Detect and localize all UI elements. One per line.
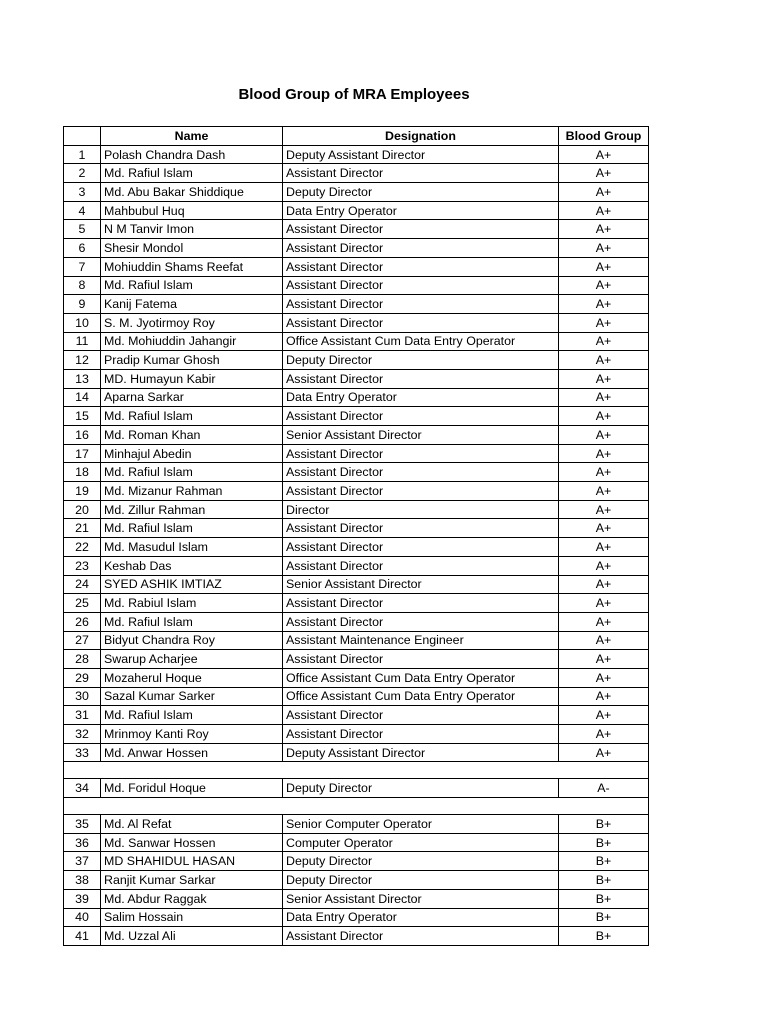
table-header-row <box>64 127 649 146</box>
name-cell: Md. Rafiul Islam <box>101 519 283 538</box>
header-name: Name <box>101 127 283 146</box>
blood-group-cell: A- <box>559 779 649 798</box>
serial-cell: 26 <box>64 612 101 631</box>
designation-cell: Assistant Director <box>283 257 559 276</box>
serial-cell: 13 <box>64 369 101 388</box>
designation-cell: Deputy Director <box>283 871 559 890</box>
serial-cell: 29 <box>64 668 101 687</box>
table-row <box>64 369 649 388</box>
serial-cell: 18 <box>64 463 101 482</box>
blood-group-cell: B+ <box>559 889 649 908</box>
table-row <box>64 407 649 426</box>
table-row <box>64 575 649 594</box>
designation-cell: Senior Computer Operator <box>283 815 559 834</box>
name-cell: Md. Rabiul Islam <box>101 594 283 613</box>
name-cell: Mohiuddin Shams Reefat <box>101 257 283 276</box>
serial-cell: 3 <box>64 183 101 202</box>
document-title: Blood Group of MRA Employees <box>238 86 470 103</box>
blood-group-cell: A+ <box>559 725 649 744</box>
table-row <box>64 650 649 669</box>
designation-cell: Senior Assistant Director <box>283 575 559 594</box>
table-row <box>64 500 649 519</box>
spacer-cell <box>64 798 649 815</box>
blood-group-cell: A+ <box>559 743 649 762</box>
designation-cell: Office Assistant Cum Data Entry Operator <box>283 332 559 351</box>
blood-group-cell: A+ <box>559 276 649 295</box>
designation-cell: Assistant Director <box>283 239 559 258</box>
blood-group-cell: A+ <box>559 575 649 594</box>
blood-group-cell: A+ <box>559 631 649 650</box>
blood-group-cell: B+ <box>559 927 649 946</box>
serial-cell: 39 <box>64 889 101 908</box>
blood-group-cell: A+ <box>559 164 649 183</box>
table-row <box>64 725 649 744</box>
designation-cell: Assistant Director <box>283 927 559 946</box>
name-cell: Md. Anwar Hossen <box>101 743 283 762</box>
table-row <box>64 239 649 258</box>
serial-cell: 14 <box>64 388 101 407</box>
blood-group-cell: A+ <box>559 313 649 332</box>
blood-group-cell: A+ <box>559 538 649 557</box>
blood-group-cell: B+ <box>559 815 649 834</box>
serial-cell: 19 <box>64 482 101 501</box>
serial-cell: 40 <box>64 908 101 927</box>
blood-group-cell: A+ <box>559 668 649 687</box>
designation-cell: Data Entry Operator <box>283 908 559 927</box>
table-row <box>64 145 649 164</box>
name-cell: Md. Mohiuddin Jahangir <box>101 332 283 351</box>
designation-cell: Senior Assistant Director <box>283 889 559 908</box>
blood-group-cell: A+ <box>559 650 649 669</box>
table-row <box>64 743 649 762</box>
serial-cell: 27 <box>64 631 101 650</box>
blood-group-cell: A+ <box>559 257 649 276</box>
table-row <box>64 594 649 613</box>
designation-cell: Data Entry Operator <box>283 201 559 220</box>
table-row <box>64 444 649 463</box>
designation-cell: Assistant Director <box>283 594 559 613</box>
serial-cell: 2 <box>64 164 101 183</box>
designation-cell: Assistant Director <box>283 519 559 538</box>
name-cell: Pradip Kumar Ghosh <box>101 351 283 370</box>
blood-group-cell: A+ <box>559 388 649 407</box>
designation-cell: Deputy Director <box>283 779 559 798</box>
name-cell: Md. Zillur Rahman <box>101 500 283 519</box>
designation-cell: Assistant Director <box>283 164 559 183</box>
name-cell: Sazal Kumar Sarker <box>101 687 283 706</box>
name-cell: Md. Rafiul Islam <box>101 463 283 482</box>
serial-cell: 38 <box>64 871 101 890</box>
serial-cell: 34 <box>64 779 101 798</box>
name-cell: Ranjit Kumar Sarkar <box>101 871 283 890</box>
table-row <box>64 482 649 501</box>
blood-group-cell: A+ <box>559 687 649 706</box>
serial-cell: 32 <box>64 725 101 744</box>
serial-cell: 17 <box>64 444 101 463</box>
serial-cell: 41 <box>64 927 101 946</box>
table-row <box>64 612 649 631</box>
blood-group-cell: A+ <box>559 706 649 725</box>
designation-cell: Assistant Maintenance Engineer <box>283 631 559 650</box>
designation-cell: Assistant Director <box>283 444 559 463</box>
table-row <box>64 257 649 276</box>
serial-cell: 24 <box>64 575 101 594</box>
name-cell: Md. Roman Khan <box>101 426 283 445</box>
name-cell: Md. Masudul Islam <box>101 538 283 557</box>
name-cell: Md. Mizanur Rahman <box>101 482 283 501</box>
blood-group-cell: A+ <box>559 145 649 164</box>
serial-cell: 23 <box>64 556 101 575</box>
name-cell: Polash Chandra Dash <box>101 145 283 164</box>
designation-cell: Deputy Director <box>283 183 559 202</box>
table-row <box>64 871 649 890</box>
blood-group-cell: A+ <box>559 407 649 426</box>
serial-cell: 22 <box>64 538 101 557</box>
header-blood-group: Blood Group <box>559 127 649 146</box>
spacer-cell <box>64 762 649 779</box>
table-row <box>64 332 649 351</box>
designation-cell: Assistant Director <box>283 612 559 631</box>
serial-cell: 1 <box>64 145 101 164</box>
table-row <box>64 426 649 445</box>
serial-cell: 21 <box>64 519 101 538</box>
name-cell: Keshab Das <box>101 556 283 575</box>
blood-group-cell: A+ <box>559 556 649 575</box>
designation-cell: Assistant Director <box>283 482 559 501</box>
designation-cell: Deputy Director <box>283 852 559 871</box>
serial-cell: 30 <box>64 687 101 706</box>
blood-group-cell: A+ <box>559 500 649 519</box>
serial-cell: 15 <box>64 407 101 426</box>
blood-group-cell: A+ <box>559 201 649 220</box>
serial-cell: 12 <box>64 351 101 370</box>
name-cell: Shesir Mondol <box>101 239 283 258</box>
name-cell: Mozaherul Hoque <box>101 668 283 687</box>
blood-group-cell: A+ <box>559 351 649 370</box>
serial-cell: 25 <box>64 594 101 613</box>
designation-cell: Assistant Director <box>283 706 559 725</box>
serial-cell: 36 <box>64 833 101 852</box>
name-cell: Md. Sanwar Hossen <box>101 833 283 852</box>
blood-group-cell: A+ <box>559 332 649 351</box>
name-cell: Salim Hossain <box>101 908 283 927</box>
name-cell: Md. Abu Bakar Shiddique <box>101 183 283 202</box>
table-row <box>64 631 649 650</box>
table-row <box>64 668 649 687</box>
designation-cell: Deputy Assistant Director <box>283 145 559 164</box>
blood-group-cell: B+ <box>559 852 649 871</box>
table-row <box>64 889 649 908</box>
serial-cell: 10 <box>64 313 101 332</box>
designation-cell: Deputy Director <box>283 351 559 370</box>
serial-cell: 7 <box>64 257 101 276</box>
table-row <box>64 779 649 798</box>
table-row <box>64 687 649 706</box>
name-cell: SYED ASHIK IMTIAZ <box>101 575 283 594</box>
name-cell: Kanij Fatema <box>101 295 283 314</box>
name-cell: N M Tanvir Imon <box>101 220 283 239</box>
designation-cell: Assistant Director <box>283 369 559 388</box>
designation-cell: Assistant Director <box>283 276 559 295</box>
blood-group-cell: A+ <box>559 482 649 501</box>
name-cell: Md. Rafiul Islam <box>101 276 283 295</box>
designation-cell: Assistant Director <box>283 407 559 426</box>
group-spacer-row <box>64 798 649 815</box>
table-row <box>64 276 649 295</box>
designation-cell: Computer Operator <box>283 833 559 852</box>
serial-cell: 8 <box>64 276 101 295</box>
table-row <box>64 706 649 725</box>
table-row <box>64 313 649 332</box>
name-cell: Md. Uzzal Ali <box>101 927 283 946</box>
designation-cell: Office Assistant Cum Data Entry Operator <box>283 668 559 687</box>
blood-group-cell: A+ <box>559 463 649 482</box>
designation-cell: Deputy Assistant Director <box>283 743 559 762</box>
table-row <box>64 519 649 538</box>
designation-cell: Senior Assistant Director <box>283 426 559 445</box>
table-row <box>64 556 649 575</box>
blood-group-cell: A+ <box>559 594 649 613</box>
designation-cell: Assistant Director <box>283 313 559 332</box>
table-row <box>64 815 649 834</box>
blood-group-cell: B+ <box>559 908 649 927</box>
serial-cell: 20 <box>64 500 101 519</box>
table-row <box>64 388 649 407</box>
blood-group-cell: B+ <box>559 871 649 890</box>
name-cell: Md. Abdur Raggak <box>101 889 283 908</box>
serial-cell: 28 <box>64 650 101 669</box>
blood-group-cell: A+ <box>559 444 649 463</box>
name-cell: Swarup Acharjee <box>101 650 283 669</box>
name-cell: Md. Rafiul Islam <box>101 407 283 426</box>
table-row <box>64 220 649 239</box>
table-row <box>64 183 649 202</box>
designation-cell: Assistant Director <box>283 650 559 669</box>
designation-cell: Assistant Director <box>283 556 559 575</box>
name-cell: MD SHAHIDUL HASAN <box>101 852 283 871</box>
serial-cell: 6 <box>64 239 101 258</box>
name-cell: Aparna Sarkar <box>101 388 283 407</box>
designation-cell: Assistant Director <box>283 538 559 557</box>
blood-group-cell: A+ <box>559 369 649 388</box>
header-serial <box>64 127 101 146</box>
name-cell: Bidyut Chandra Roy <box>101 631 283 650</box>
name-cell: S. M. Jyotirmoy Roy <box>101 313 283 332</box>
blood-group-cell: B+ <box>559 833 649 852</box>
name-cell: Md. Rafiul Islam <box>101 706 283 725</box>
table-row <box>64 351 649 370</box>
designation-cell: Director <box>283 500 559 519</box>
blood-group-cell: A+ <box>559 220 649 239</box>
designation-cell: Assistant Director <box>283 220 559 239</box>
name-cell: Minhajul Abedin <box>101 444 283 463</box>
blood-group-cell: A+ <box>559 239 649 258</box>
designation-cell: Data Entry Operator <box>283 388 559 407</box>
table-row <box>64 927 649 946</box>
group-spacer-row <box>64 762 649 779</box>
serial-cell: 4 <box>64 201 101 220</box>
employee-blood-group-table <box>63 126 649 946</box>
name-cell: Mrinmoy Kanti Roy <box>101 725 283 744</box>
serial-cell: 5 <box>64 220 101 239</box>
blood-group-cell: A+ <box>559 295 649 314</box>
table-row <box>64 295 649 314</box>
designation-cell: Assistant Director <box>283 463 559 482</box>
blood-group-cell: A+ <box>559 612 649 631</box>
serial-cell: 11 <box>64 332 101 351</box>
blood-group-cell: A+ <box>559 426 649 445</box>
serial-cell: 31 <box>64 706 101 725</box>
table-row <box>64 538 649 557</box>
serial-cell: 33 <box>64 743 101 762</box>
serial-cell: 37 <box>64 852 101 871</box>
header-designation: Designation <box>283 127 559 146</box>
serial-cell: 35 <box>64 815 101 834</box>
table-row <box>64 463 649 482</box>
name-cell: Mahbubul Huq <box>101 201 283 220</box>
designation-cell: Assistant Director <box>283 725 559 744</box>
name-cell: Md. Rafiul Islam <box>101 164 283 183</box>
table-row <box>64 164 649 183</box>
serial-cell: 9 <box>64 295 101 314</box>
name-cell: Md. Foridul Hoque <box>101 779 283 798</box>
designation-cell: Office Assistant Cum Data Entry Operator <box>283 687 559 706</box>
table-row <box>64 201 649 220</box>
blood-group-cell: A+ <box>559 519 649 538</box>
blood-group-cell: A+ <box>559 183 649 202</box>
serial-cell: 16 <box>64 426 101 445</box>
designation-cell: Assistant Director <box>283 295 559 314</box>
name-cell: MD. Humayun Kabir <box>101 369 283 388</box>
name-cell: Md. Rafiul Islam <box>101 612 283 631</box>
table-body <box>64 145 649 945</box>
table-row <box>64 908 649 927</box>
name-cell: Md. Al Refat <box>101 815 283 834</box>
table-row <box>64 833 649 852</box>
table-row <box>64 852 649 871</box>
